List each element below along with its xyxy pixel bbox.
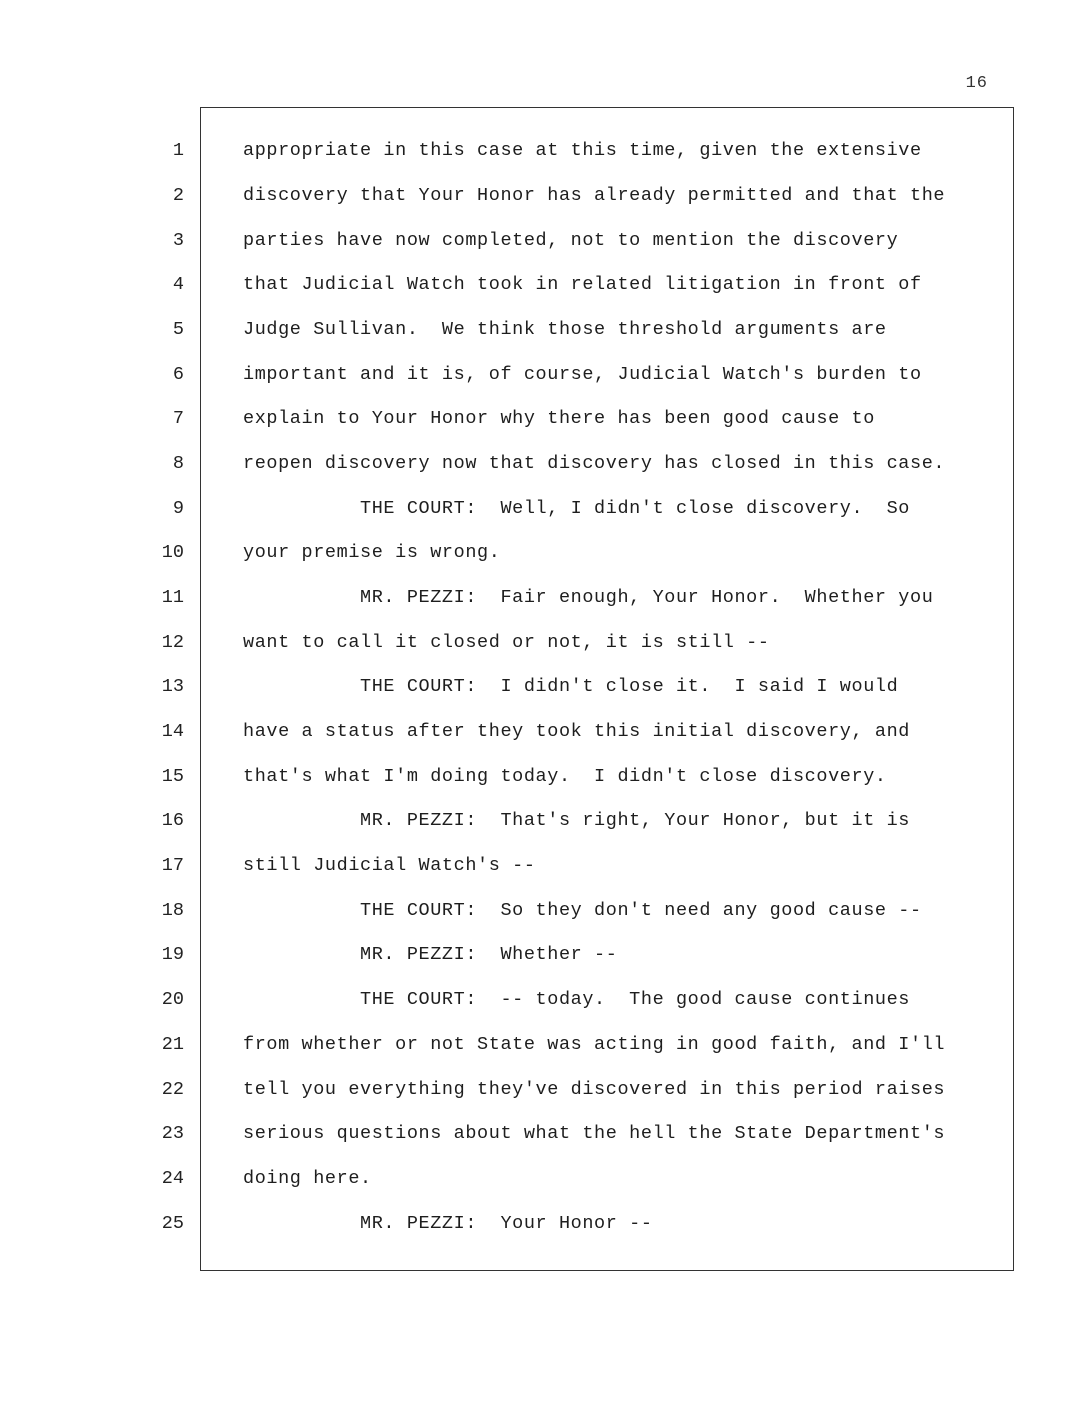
line-number: 8 (172, 453, 184, 474)
line-number: 15 (161, 766, 184, 787)
transcript-line: have a status after they took this initial discovery, and (243, 721, 911, 742)
transcript-line: THE COURT: -- today. The good cause continues (243, 989, 911, 1010)
line-number: 1 (172, 140, 184, 161)
line-number: 16 (161, 810, 184, 831)
line-number: 11 (161, 587, 184, 608)
transcript-line: parties have now completed, not to mention the discovery (243, 230, 899, 251)
transcript-line: still Judicial Watch's -- (243, 855, 536, 876)
line-number: 22 (161, 1079, 184, 1100)
transcript-line: MR. PEZZI: Whether -- (243, 944, 618, 965)
page-number: 16 (965, 74, 988, 93)
transcript-line: explain to Your Honor why there has been good cause to (243, 408, 875, 429)
transcript-line: appropriate in this case at this time, given the extensive (243, 140, 922, 161)
transcript-line: MR. PEZZI: That's right, Your Honor, but it is (243, 810, 911, 831)
transcript-line: THE COURT: Well, I didn't close discovery. So (243, 498, 911, 519)
transcript-line: discovery that Your Honor has already permitted and that the (243, 185, 946, 206)
line-number: 19 (161, 944, 184, 965)
line-number: 2 (172, 185, 184, 206)
line-number: 14 (161, 721, 184, 742)
line-number: 3 (172, 230, 184, 251)
transcript-line: important and it is, of course, Judicial Watch's burden to (243, 364, 922, 385)
line-number: 18 (161, 900, 184, 921)
line-number: 21 (161, 1034, 184, 1055)
transcript-line: Judge Sullivan. We think those threshold arguments are (243, 319, 887, 340)
transcript-line: that's what I'm doing today. I didn't close discovery. (243, 766, 887, 787)
transcript-line: reopen discovery now that discovery has closed in this case. (243, 453, 946, 474)
transcript-line: serious questions about what the hell the State Department's (243, 1123, 946, 1144)
transcript-line: want to call it closed or not, it is still -- (243, 632, 770, 653)
line-number: 4 (172, 274, 184, 295)
line-number: 25 (161, 1213, 184, 1234)
transcript-line: MR. PEZZI: Your Honor -- (243, 1213, 653, 1234)
transcript-line: that Judicial Watch took in related litigation in front of (243, 274, 922, 295)
line-number: 12 (161, 632, 184, 653)
transcript-line: THE COURT: I didn't close it. I said I would (243, 676, 899, 697)
line-number: 9 (172, 498, 184, 519)
line-number: 17 (161, 855, 184, 876)
line-number: 6 (172, 364, 184, 385)
line-number: 10 (161, 542, 184, 563)
line-number: 5 (172, 319, 184, 340)
transcript-line: tell you everything they've discovered in this period raises (243, 1079, 946, 1100)
transcript-line: from whether or not State was acting in good faith, and I'll (243, 1034, 946, 1055)
transcript-line: THE COURT: So they don't need any good cause -- (243, 900, 922, 921)
transcript-line: doing here. (243, 1168, 372, 1189)
line-number: 20 (161, 989, 184, 1010)
line-number: 13 (161, 676, 184, 697)
line-number: 7 (172, 408, 184, 429)
transcript-line: MR. PEZZI: Fair enough, Your Honor. Whether you (243, 587, 934, 608)
transcript-line: your premise is wrong. (243, 542, 501, 563)
line-number: 23 (161, 1123, 184, 1144)
line-number: 24 (161, 1168, 184, 1189)
